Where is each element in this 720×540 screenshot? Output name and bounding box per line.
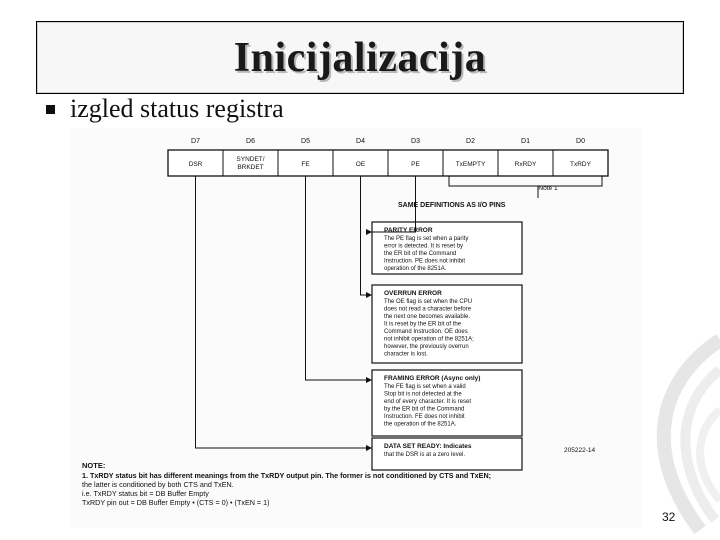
bit-header: D7 bbox=[191, 138, 200, 145]
description-line: It is reset by the ER bit of the bbox=[384, 321, 462, 328]
description-line: that the DSR is at a zero level. bbox=[384, 452, 466, 458]
title-box bbox=[36, 21, 684, 94]
description-line: Command Instruction. OE does bbox=[384, 329, 468, 335]
status-register-diagram bbox=[72, 130, 640, 526]
bit-header: D3 bbox=[411, 138, 420, 145]
bit-name: TxEMPTY bbox=[455, 161, 486, 168]
description-heading: FRAMING ERROR (Async only) bbox=[384, 375, 481, 382]
bit-header: D6 bbox=[246, 138, 255, 145]
description-line: not inhibit operation of the 8251A; bbox=[384, 336, 474, 343]
arrow-head-icon bbox=[366, 229, 372, 235]
description-line: end of every character. It is reset bbox=[384, 399, 472, 405]
description-heading: DATA SET READY: Indicates bbox=[384, 443, 472, 450]
bullet-square-icon bbox=[46, 105, 55, 114]
description-heading: PARITY ERROR bbox=[384, 227, 433, 234]
bit-name: RxRDY bbox=[514, 161, 537, 168]
description-line: character is lost. bbox=[384, 351, 428, 358]
bit-header: D4 bbox=[356, 138, 365, 145]
note-title: NOTE: bbox=[82, 461, 106, 470]
note1-tag: Note 1 bbox=[538, 185, 558, 192]
arrow-head-icon bbox=[366, 377, 372, 383]
bit-name: DSR bbox=[188, 161, 203, 168]
description-line: The FE flag is set when a valid bbox=[384, 384, 466, 390]
bit-name: PE bbox=[411, 161, 420, 168]
page-title: Inicijalizacija bbox=[233, 35, 487, 81]
bit-header: D2 bbox=[466, 138, 475, 145]
bit-name: TxRDY bbox=[570, 161, 591, 168]
description-heading: OVERRUN ERROR bbox=[384, 290, 442, 297]
bit-header: D5 bbox=[301, 138, 310, 145]
description-line: by the ER bit of the Command bbox=[384, 406, 465, 413]
description-line: operation of the 8251A. bbox=[384, 266, 447, 272]
description-line: The OE flag is set when the CPU bbox=[384, 299, 473, 305]
note-line: the latter is conditioned by both CTS and TxEN. bbox=[82, 480, 234, 489]
description-line: does not read a character before bbox=[384, 306, 472, 313]
page-number: 32 bbox=[662, 510, 676, 524]
bit-name: SYNDET/ bbox=[236, 156, 265, 163]
note-line: i.e. TxRDY status bit = DB Buffer Empty bbox=[82, 489, 209, 498]
description-line: Instruction. FE does not inhibit bbox=[384, 414, 465, 420]
description-line: error is detected. It is reset by bbox=[384, 243, 464, 250]
bit-name: OE bbox=[355, 161, 366, 168]
description-line: Instruction. PE does not inhibit bbox=[384, 258, 466, 265]
connector-line bbox=[361, 176, 371, 295]
same-definitions-label: SAME DEFINITIONS AS I/O PINS bbox=[398, 202, 506, 209]
bullet-text: izgled status registra bbox=[70, 94, 284, 123]
description-line: the operation of the 8251A. bbox=[384, 421, 457, 428]
description-line: however, the previously overrun bbox=[384, 344, 469, 350]
bit-name: FE bbox=[301, 161, 310, 168]
status-register-figure bbox=[72, 130, 640, 526]
description-line: The PE flag is set when a parity bbox=[384, 236, 469, 242]
description-line: Stop bit is not detected at the bbox=[384, 391, 462, 398]
figure-code: 205222-14 bbox=[564, 447, 596, 454]
arrow-head-icon bbox=[366, 292, 372, 298]
note-line: TxRDY pin out = DB Buffer Empty • (CTS = 0) • (TxEN = 1) bbox=[82, 498, 270, 507]
bit-name: BRKDET bbox=[237, 164, 264, 171]
description-line: the ER bit of the Command bbox=[384, 251, 457, 257]
bit-header: D0 bbox=[576, 138, 585, 145]
bracket-line bbox=[449, 176, 602, 186]
note-line: 1. TxRDY status bit has different meanings from the TxRDY output pin. The former is not conditioned by CTS and TxEN; bbox=[82, 471, 492, 480]
bit-header: D1 bbox=[521, 138, 530, 145]
description-line: the next one becomes available. bbox=[384, 314, 471, 320]
connector-line bbox=[196, 176, 371, 448]
arrow-head-icon bbox=[366, 445, 372, 451]
